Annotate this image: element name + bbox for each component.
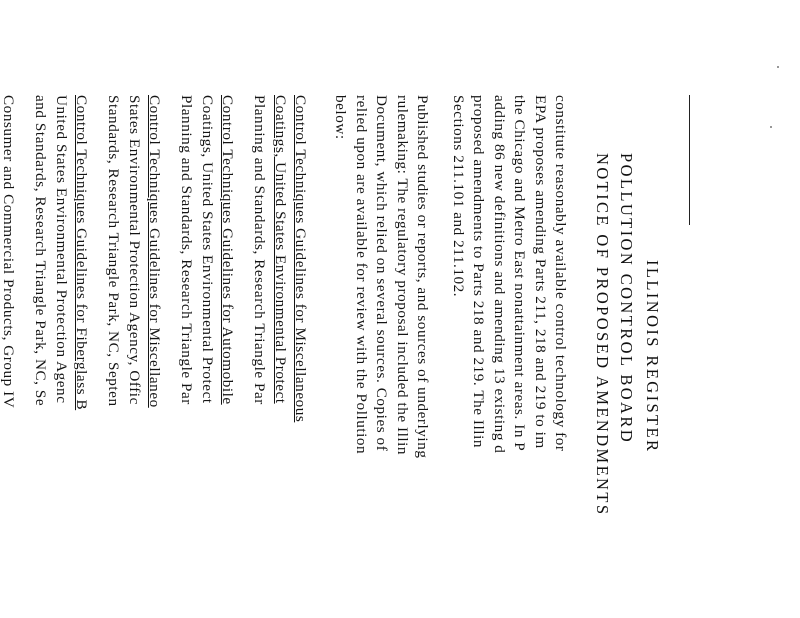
reference-title-line: Coatings, United States Environmental Protect	[271, 95, 289, 404]
text-line: adding 86 new definitions and amending 13 existing d	[490, 95, 508, 454]
text-line: rulemaking: The regulatory proposal included the Illin	[393, 95, 411, 456]
text-line: EPA proposes amending Parts 211, 218 and 219 to im	[531, 95, 549, 449]
paragraph-published-studies	[330, 95, 432, 458]
text-line: and Standards, Research Triangle Park, NC, Se	[32, 95, 50, 407]
reference-title-line: Control Techniques Guidelines for Miscellaneo	[146, 95, 163, 408]
board-title: POLLUTION CONTROL BOARD	[617, 153, 636, 445]
reference-title-line: Control Techniques Guidelines for Miscellaneous	[292, 95, 309, 423]
text-line: Coatings, United States Environmental Protect	[198, 95, 216, 404]
scan-speck	[770, 126, 772, 128]
text-line: Published studies or reports, and sources of underlying	[414, 95, 431, 459]
rotated-text-block	[0, 95, 718, 618]
reference-item	[30, 95, 91, 410]
text-line: the Chicago and Metro East nonattainment areas. In P	[511, 95, 529, 452]
text-line: Planning and Standards, Research Triangle Par	[178, 95, 196, 405]
text-line: proposed amendments to Parts 218 and 219. The Illin	[470, 95, 488, 448]
text-line: below:	[332, 95, 350, 140]
reference-item	[249, 95, 310, 422]
text-line: States Environmental Protection Agency, Offic	[125, 95, 143, 405]
text-line: constitute reasonably available control technology for	[552, 95, 569, 452]
text-line: relied upon are available for review with the Pollution	[352, 95, 370, 455]
text-line: United States Environmental Protection Agenc	[52, 95, 70, 404]
scan-speck	[777, 66, 779, 68]
reference-title-line: Control Techniques Guidelines for Automobile	[219, 95, 236, 405]
reference-item	[103, 95, 164, 408]
text-line: Sections 211.101 and 211.102.	[449, 95, 467, 298]
reference-title-line: Control Techniques Guidelines for Fiberglass B	[73, 95, 90, 411]
text-line: Document, which relied on several sources. Copies of	[373, 95, 391, 452]
text-line: Consumer and Commercial Products, Group IV	[0, 95, 17, 409]
paragraph-proposal-summary	[448, 95, 570, 453]
notice-title: NOTICE OF PROPOSED AMENDMENTS	[593, 153, 612, 517]
header-rule	[689, 95, 690, 225]
text-line: Standards, Research Triangle Park, NC, Septen	[105, 95, 123, 407]
reference-item	[176, 95, 237, 405]
reference-item	[0, 95, 18, 409]
register-title: ILLINOIS REGISTER	[643, 260, 662, 454]
text-line: Planning and Standards, Research Triangle Par	[251, 95, 269, 405]
